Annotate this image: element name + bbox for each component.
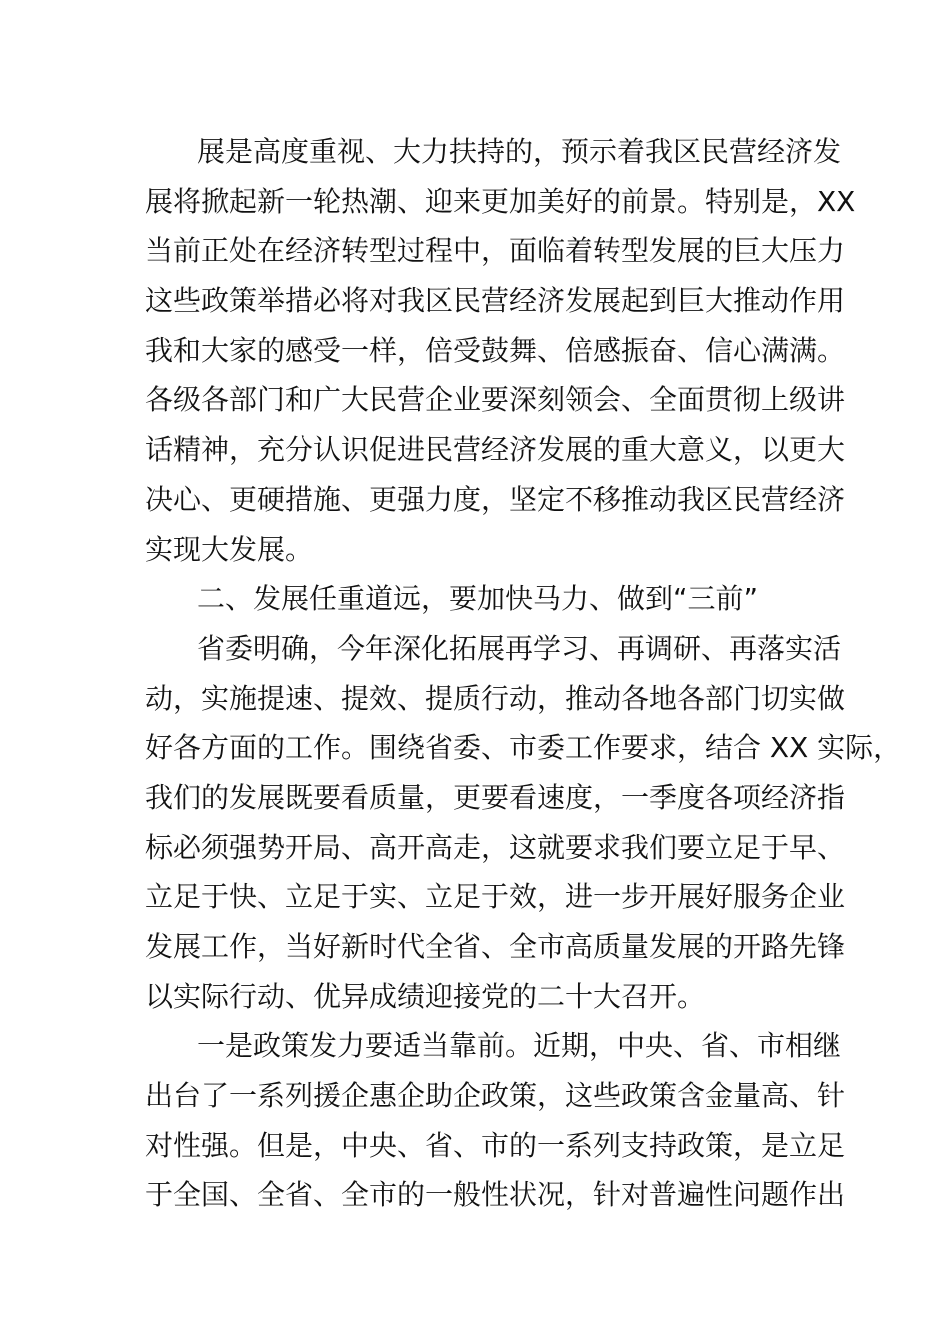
text-line: 对性强。但是，中央、省、市的一系列支持政策，是立足 (145, 1128, 846, 1162)
text-line: 省委明确，今年深化拓展再学习、再调研、再落实活 (197, 631, 842, 665)
text-line: 这些政策举措必将对我区民营经济发展起到巨大推动作用 (145, 284, 846, 318)
text-line: 一是政策发力要适当靠前。近期，中央、省、市相继 (197, 1029, 842, 1063)
text-line: 标必须强势开局、高开高走，这就要求我们要立足于早、 (145, 830, 846, 864)
text-line: 展是高度重视、大力扶持的，预示着我区民营经济发 (197, 135, 842, 168)
text-line: 动，实施提速、提效、提质行动，推动各地各部门切实做 (145, 681, 846, 715)
section-heading: 二、发展任重道远，要加快马力、做到“三前” (197, 582, 759, 616)
text-line: 好各方面的工作。围绕省委、市委工作要求，结合 XX 实际， (145, 731, 902, 765)
text-line: 立足于快、立足于实、立足于效，进一步开展好服务企业 (145, 880, 846, 914)
text-line: 以实际行动、优异成绩迎接党的二十大召开。 (145, 979, 706, 1013)
text-line: 决心、更硬措施、更强力度，坚定不移推动我区民营经济 (145, 482, 846, 516)
text-line: 于全国、全省、全市的一般性状况，针对普遍性问题作出 (145, 1178, 846, 1212)
text-line: 实现大发展。 (145, 532, 314, 566)
text-line: 我和大家的感受一样，倍受鼓舞、倍感振奋、信心满满。 (145, 333, 846, 367)
text-line: 我们的发展既要看质量，更要看速度，一季度各项经济指 (145, 780, 846, 814)
text-line: 话精神，充分认识促进民营经济发展的重大意义，以更大 (145, 433, 846, 467)
text-line: 展将掀起新一轮热潮、迎来更加美好的前景。特别是，XX (145, 184, 856, 218)
text-line: 各级各部门和广大民营企业要深刻领会、全面贯彻上级讲 (145, 383, 846, 417)
text-line: 当前正处在经济转型过程中，面临着转型发展的巨大压力 (145, 234, 846, 268)
body-text (145, 127, 902, 1220)
text-line: 出台了一系列援企惠企助企政策，这些政策含金量高、针 (145, 1079, 846, 1113)
text-line: 发展工作，当好新时代全省、全市高质量发展的开路先锋 (145, 930, 846, 963)
